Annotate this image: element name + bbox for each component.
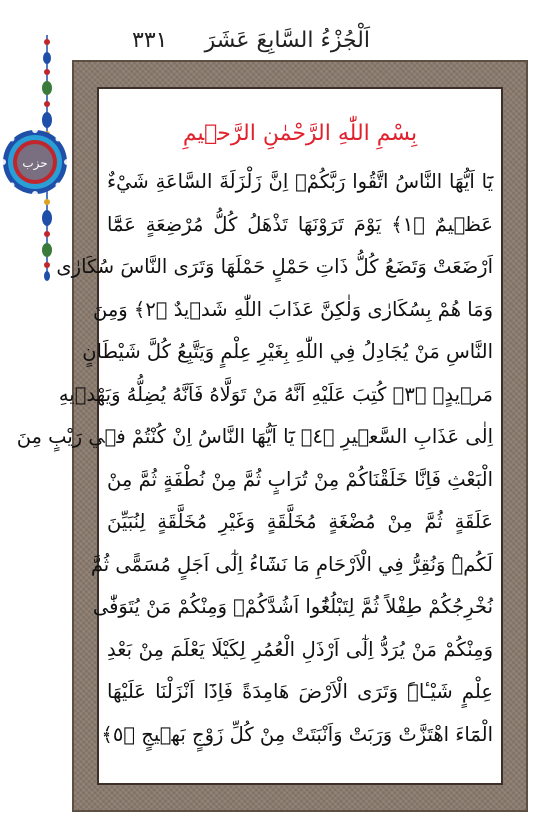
verse-line: عِلْمٍ شَيْـٔاًۜ وَتَرَى الْاَرْضَ هَامِدَةً فَاِذَٓا اَنْزَلْنَا عَلَيْهَا — [107, 680, 493, 703]
verse-line: نُخْرِجُكُمْ طِفْلاً ثُمَّ لِتَبْلُغُٓوا اَشُدَّكُمْۚ وَمِنْكُمْ مَنْ يُتَوَفّٰى — [92, 595, 493, 618]
page-number: ٣٣١ — [132, 28, 168, 53]
page-header — [100, 28, 520, 58]
basmala: بِسْمِ اللّٰهِ الرَّحْمٰنِ الرَّح۪يمِ — [182, 121, 418, 146]
verse-line: عَظ۪يمٌ ﴿١﴾ يَوْمَ تَرَوْنَهَا تَذْهَلُ كُلُّ مُرْضِعَةٍ عَمَّٓا — [107, 212, 493, 236]
verse-line: الْبَعْثِ فَاِنَّا خَلَقْنَاكُمْ مِنْ تُرَابٍ ثُمَّ مِنْ نُطْفَةٍ ثُمَّ مِنْ — [107, 467, 493, 491]
juz-title: اَلْجُزْءُ السَّابِعَ عَشَرَ — [204, 28, 370, 53]
verse-line: عَلَقَةٍ ثُمَّ مِنْ مُضْغَةٍ مُخَلَّقَةٍ وَغَيْرِ مُخَلَّقَةٍ لِنُبَيِّنَ — [107, 510, 493, 533]
verse-line: اِلٰى عَذَابِ السَّع۪يرِ ﴿٤﴾ يَٓا اَيُّهَا النَّاسُ اِنْ كُنْتُمْ ف۪ي رَيْبٍ مِنَ — [16, 425, 493, 448]
verse-line: وَمَا هُمْ بِسُكَارٰى وَلٰكِنَّ عَذَابَ اللّٰهِ شَد۪يدٌ ﴿٢﴾ وَمِنَ — [92, 297, 493, 321]
verse-line: لَكُمْۜ وَنُقِرُّ فِي الْاَرْحَامِ مَا نَشَٓاءُ اِلٰٓى اَجَلٍ مُسَمًّى ثُمَّ — [90, 552, 493, 576]
verse-line: النَّاسِ مَنْ يُجَادِلُ فِي اللّٰهِ بِغَيْرِ عِلْمٍ وَيَتَّبِعُ كُلَّ شَيْطَانٍ — [82, 340, 493, 363]
verse-line: مَر۪يدٍۙ ﴿٣﴾ كُتِبَ عَلَيْهِ اَنَّهُ مَنْ تَوَلَّاهُ فَاَنَّهُ يُضِلُّهُ وَيَهْد۪يهِ — [58, 382, 493, 406]
verse-line: اَرْضَعَتْ وَتَضَعُ كُلُّ ذَاتِ حَمْلٍ حَمْلَهَا وَتَرَى النَّاسَ سُكَارٰى — [56, 255, 493, 278]
verse-line: وَمِنْكُمْ مَنْ يُرَدُّ اِلٰٓى اَرْذَلِ الْعُمُرِ لِكَيْلَا يَعْلَمَ مِنْ بَعْدِ — [107, 637, 493, 661]
hizb-label: حزب — [22, 156, 48, 170]
verse-line: الْمَٓاءَ اهْتَزَّتْ وَرَبَتْ وَاَنْبَتَتْ مِنْ كُلِّ زَوْجٍ بَه۪يجٍ ﴿٥﴾ — [101, 722, 493, 746]
verse-line: يَٓا اَيُّهَا النَّاسُ اتَّقُوا رَبَّكُمْۚ اِنَّ زَلْزَلَةَ السَّاعَةِ شَيْءٌ — [107, 170, 493, 193]
